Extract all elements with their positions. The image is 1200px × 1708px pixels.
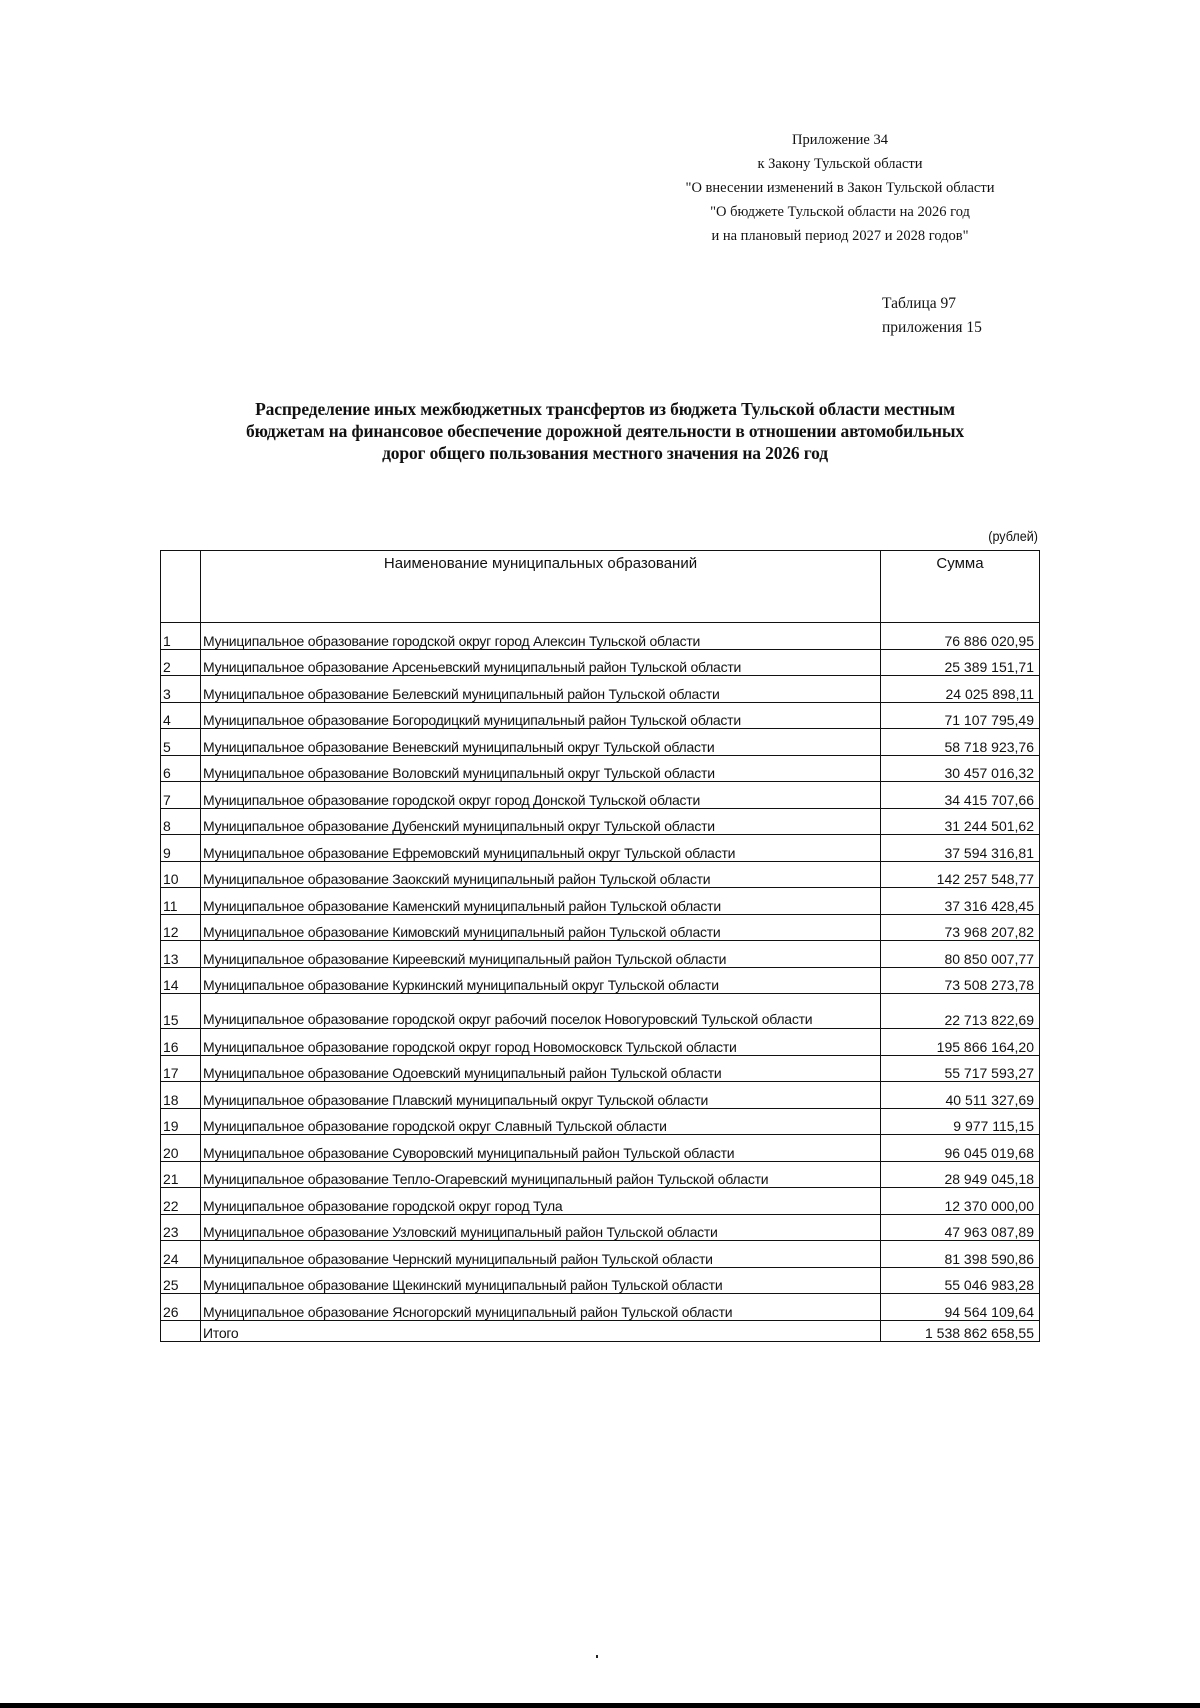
row-num: 14 xyxy=(161,967,201,994)
row-num: 13 xyxy=(161,941,201,968)
row-name: Муниципальное образование Каменский муниципальный район Тульской области xyxy=(201,888,881,915)
row-sum: 142 257 548,77 xyxy=(881,861,1040,888)
appendix-line: Приложение 34 xyxy=(792,132,888,148)
row-name: Муниципальное образование Белевский муниципальный район Тульской области xyxy=(201,676,881,703)
header-num xyxy=(161,551,201,623)
row-num: 9 xyxy=(161,835,201,862)
table-row xyxy=(161,755,1040,782)
row-name: Муниципальное образование Заокский муниципальный район Тульской области xyxy=(201,861,881,888)
row-num: 21 xyxy=(161,1161,201,1188)
row-num: 5 xyxy=(161,729,201,756)
row-name: Муниципальное образование городской округ рабочий поселок Новогуровский Тульской области xyxy=(201,994,881,1029)
row-name: Муниципальное образование Куркинский муниципальный округ Тульской области xyxy=(201,967,881,994)
table-row xyxy=(161,994,1040,1029)
row-name: Муниципальное образование Киреевский муниципальный район Тульской области xyxy=(201,941,881,968)
row-sum: 94 564 109,64 xyxy=(881,1294,1040,1321)
row-name: Муниципальное образование городской округ город Донской Тульской области xyxy=(201,782,881,809)
row-sum: 73 508 273,78 xyxy=(881,967,1040,994)
row-name: Муниципальное образование Богородицкий муниципальный район Тульской области xyxy=(201,702,881,729)
table-row xyxy=(161,649,1040,676)
row-name: Муниципальное образование Суворовский муниципальный район Тульской области xyxy=(201,1135,881,1162)
row-num: 8 xyxy=(161,808,201,835)
table-total-row xyxy=(161,1320,1040,1341)
row-num: 2 xyxy=(161,649,201,676)
title-line: Распределение иных межбюджетных трансфертов из бюджета Тульской области местным xyxy=(255,399,955,419)
row-sum: 76 886 020,95 xyxy=(881,623,1040,650)
row-num: 17 xyxy=(161,1055,201,1082)
row-num: 6 xyxy=(161,755,201,782)
distribution-table xyxy=(160,550,1040,1342)
row-sum: 28 949 045,18 xyxy=(881,1161,1040,1188)
row-num: 19 xyxy=(161,1108,201,1135)
row-sum: 40 511 327,69 xyxy=(881,1082,1040,1109)
table-row xyxy=(161,835,1040,862)
row-name: Муниципальное образование Одоевский муниципальный район Тульской области xyxy=(201,1055,881,1082)
table-row xyxy=(161,1241,1040,1268)
row-num: 24 xyxy=(161,1241,201,1268)
table-row xyxy=(161,808,1040,835)
header-sum: Сумма xyxy=(881,551,1040,623)
appendix-line: "О внесении изменений в Закон Тульской области xyxy=(685,180,995,196)
title-line: дорог общего пользования местного значения на 2026 год xyxy=(382,443,828,463)
row-name: Муниципальное образование Щекинский муниципальный район Тульской области xyxy=(201,1267,881,1294)
row-num: 25 xyxy=(161,1267,201,1294)
total-sum: 1 538 862 658,55 xyxy=(881,1320,1040,1341)
table-row xyxy=(161,1161,1040,1188)
table-row xyxy=(161,623,1040,650)
row-name: Муниципальное образование городской округ город Тула xyxy=(201,1188,881,1215)
table-row xyxy=(161,1029,1040,1056)
appendix-number: приложения 15 xyxy=(882,319,982,336)
table-row xyxy=(161,1082,1040,1109)
row-num: 20 xyxy=(161,1135,201,1162)
row-name: Муниципальное образование Кимовский муниципальный район Тульской области xyxy=(201,914,881,941)
row-sum: 30 457 016,32 xyxy=(881,755,1040,782)
row-sum: 55 717 593,27 xyxy=(881,1055,1040,1082)
row-sum: 96 045 019,68 xyxy=(881,1135,1040,1162)
row-name: Муниципальное образование Дубенский муниципальный округ Тульской области xyxy=(201,808,881,835)
table-row xyxy=(161,861,1040,888)
row-num: 22 xyxy=(161,1188,201,1215)
row-num: 12 xyxy=(161,914,201,941)
row-num: 3 xyxy=(161,676,201,703)
row-name: Муниципальное образование Ефремовский муниципальный округ Тульской области xyxy=(201,835,881,862)
table-row xyxy=(161,1214,1040,1241)
row-sum: 73 968 207,82 xyxy=(881,914,1040,941)
row-sum: 34 415 707,66 xyxy=(881,782,1040,809)
row-sum: 9 977 115,15 xyxy=(881,1108,1040,1135)
scan-mark xyxy=(596,1655,598,1658)
row-num: 7 xyxy=(161,782,201,809)
row-sum: 55 046 983,28 xyxy=(881,1267,1040,1294)
document-title xyxy=(150,398,1060,464)
table-row xyxy=(161,782,1040,809)
table-row xyxy=(161,967,1040,994)
row-name: Муниципальное образование Узловский муниципальный район Тульской области xyxy=(201,1214,881,1241)
row-sum: 37 316 428,45 xyxy=(881,888,1040,915)
table-reference xyxy=(882,292,982,340)
total-num xyxy=(161,1320,201,1341)
table-row xyxy=(161,1055,1040,1082)
total-label: Итого xyxy=(201,1320,881,1341)
table-row xyxy=(161,1135,1040,1162)
scan-edge-bar xyxy=(0,1703,1200,1708)
row-num: 1 xyxy=(161,623,201,650)
row-name: Муниципальное образование Арсеньевский муниципальный район Тульской области xyxy=(201,649,881,676)
row-name: Муниципальное образование Плавский муниципальный округ Тульской области xyxy=(201,1082,881,1109)
appendix-line: к Закону Тульской области xyxy=(757,156,923,172)
header-name: Наименование муниципальных образований xyxy=(201,551,881,623)
row-num: 18 xyxy=(161,1082,201,1109)
row-num: 15 xyxy=(161,994,201,1029)
appendix-line: и на плановый период 2027 и 2028 годов" xyxy=(711,228,969,244)
table-row xyxy=(161,941,1040,968)
table-row xyxy=(161,914,1040,941)
units-label: (рублей) xyxy=(988,528,1038,544)
row-sum: 31 244 501,62 xyxy=(881,808,1040,835)
row-name: Муниципальное образование Чернский муниципальный район Тульской области xyxy=(201,1241,881,1268)
row-num: 16 xyxy=(161,1029,201,1056)
appendix-header xyxy=(640,128,1040,248)
table-row xyxy=(161,729,1040,756)
row-name: Муниципальное образование Ясногорский муниципальный район Тульской области xyxy=(201,1294,881,1321)
row-sum: 195 866 164,20 xyxy=(881,1029,1040,1056)
row-sum: 25 389 151,71 xyxy=(881,649,1040,676)
row-name: Муниципальное образование городской округ город Новомосковск Тульской области xyxy=(201,1029,881,1056)
row-name: Муниципальное образование Веневский муниципальный округ Тульской области xyxy=(201,729,881,756)
title-line: бюджетам на финансовое обеспечение дорожной деятельности в отношении автомобильных xyxy=(246,421,964,441)
table-row xyxy=(161,888,1040,915)
table-row xyxy=(161,1108,1040,1135)
row-num: 26 xyxy=(161,1294,201,1321)
table-number: Таблица 97 xyxy=(882,295,957,312)
row-num: 10 xyxy=(161,861,201,888)
row-sum: 22 713 822,69 xyxy=(881,994,1040,1029)
table-row xyxy=(161,676,1040,703)
table-row xyxy=(161,1294,1040,1321)
row-sum: 80 850 007,77 xyxy=(881,941,1040,968)
row-sum: 12 370 000,00 xyxy=(881,1188,1040,1215)
row-sum: 37 594 316,81 xyxy=(881,835,1040,862)
appendix-line: "О бюджете Тульской области на 2026 год xyxy=(710,204,970,220)
row-sum: 58 718 923,76 xyxy=(881,729,1040,756)
row-num: 23 xyxy=(161,1214,201,1241)
row-name: Муниципальное образование городской округ город Алексин Тульской области xyxy=(201,623,881,650)
row-sum: 81 398 590,86 xyxy=(881,1241,1040,1268)
row-sum: 71 107 795,49 xyxy=(881,702,1040,729)
table-row xyxy=(161,1188,1040,1215)
table-header-row xyxy=(161,551,1040,623)
row-name: Муниципальное образование Воловский муниципальный округ Тульской области xyxy=(201,755,881,782)
row-name: Муниципальное образование Тепло-Огаревский муниципальный район Тульской области xyxy=(201,1161,881,1188)
row-name: Муниципальное образование городской округ Славный Тульской области xyxy=(201,1108,881,1135)
row-sum: 24 025 898,11 xyxy=(881,676,1040,703)
table-row xyxy=(161,702,1040,729)
table-row xyxy=(161,1267,1040,1294)
row-num: 4 xyxy=(161,702,201,729)
row-num: 11 xyxy=(161,888,201,915)
row-sum: 47 963 087,89 xyxy=(881,1214,1040,1241)
